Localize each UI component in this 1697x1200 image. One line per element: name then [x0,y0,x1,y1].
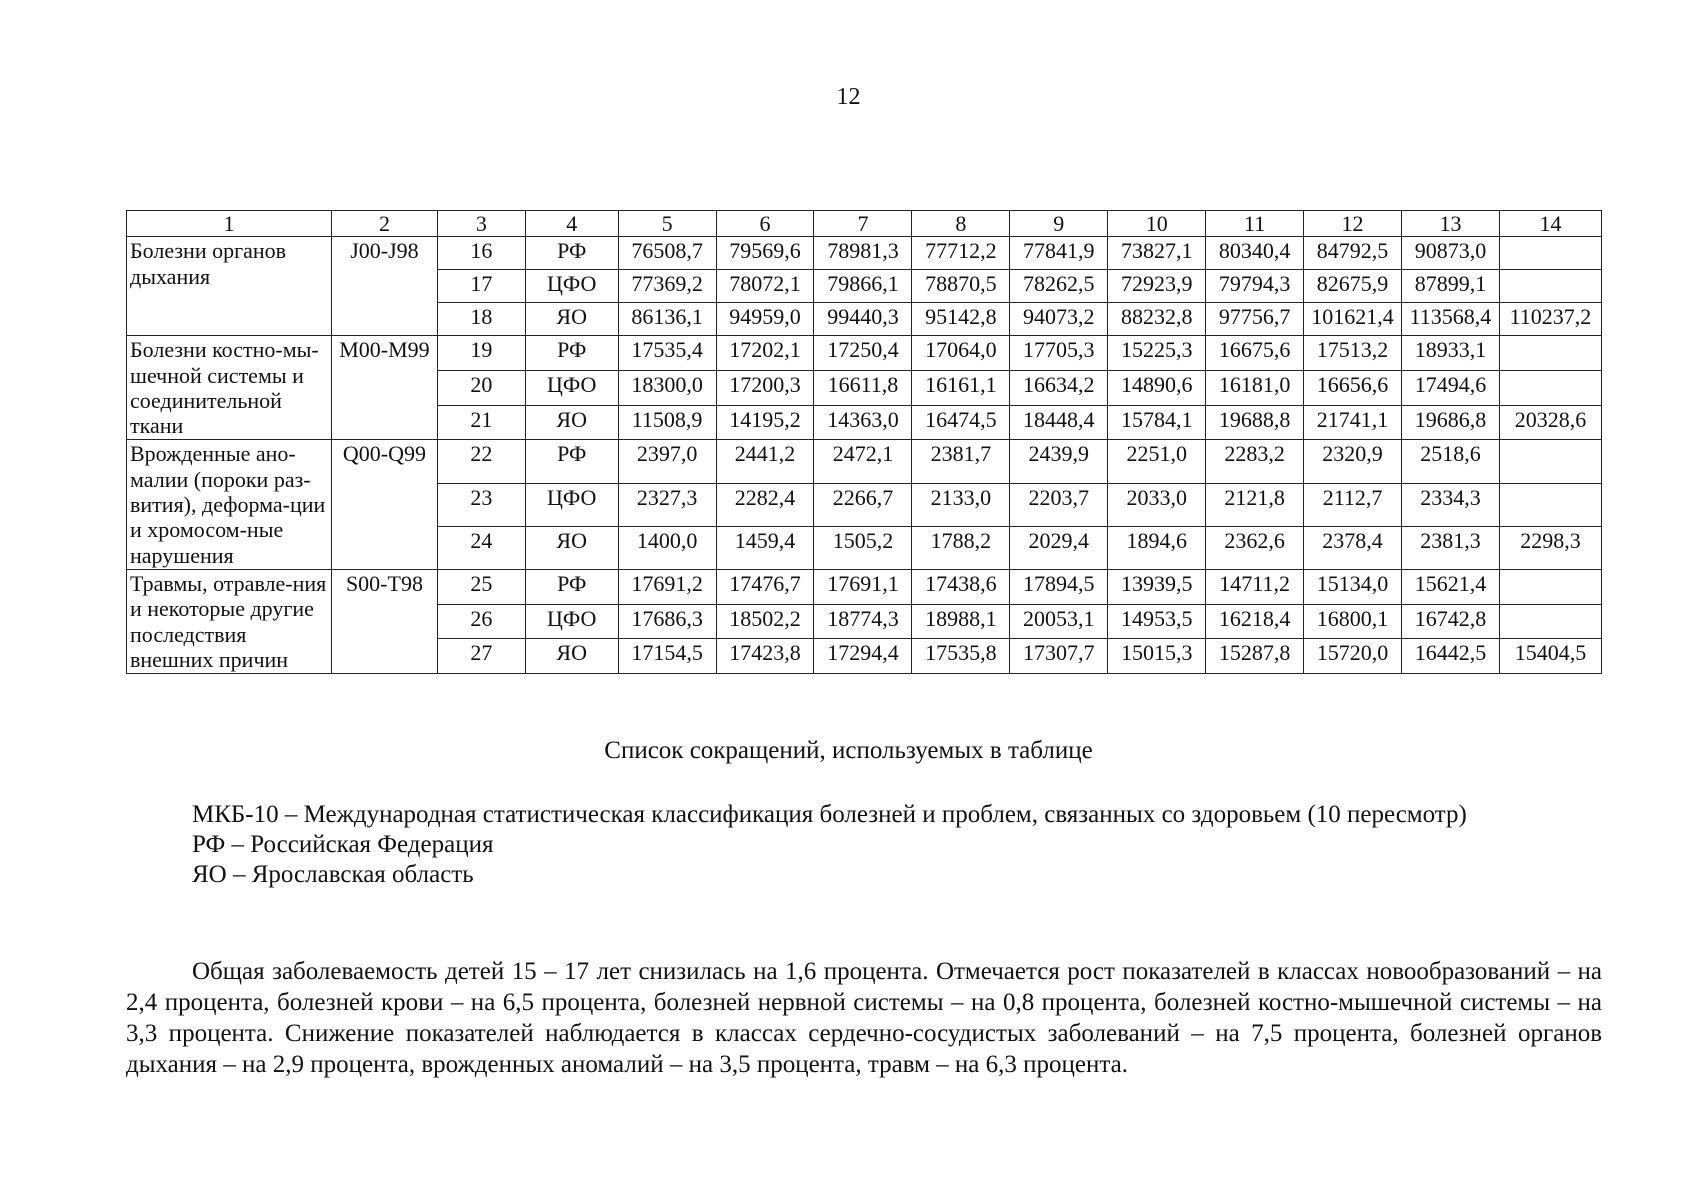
value-cell: 16611,8 [814,371,912,406]
value-cell: 16634,2 [1010,371,1108,406]
value-cell: 101621,4 [1304,303,1402,336]
row-number: 16 [437,237,525,270]
value-cell [1499,371,1601,406]
column-header: 10 [1108,211,1206,237]
value-cell: 2362,6 [1206,526,1304,569]
value-cell: 86136,1 [618,303,716,336]
row-number: 19 [437,336,525,371]
row-number: 22 [437,440,525,483]
value-cell: 16742,8 [1402,604,1500,639]
value-cell: 17064,0 [912,336,1010,371]
region: РФ [525,569,618,604]
value-cell: 19686,8 [1402,405,1500,440]
value-cell: 14363,0 [814,405,912,440]
value-cell: 14711,2 [1206,569,1304,604]
value-cell: 2381,3 [1402,526,1500,569]
table-row [127,440,1602,483]
value-cell: 78870,5 [912,270,1010,303]
disease-class-name: Болезни костно-мы-шечной системы и соединительной ткани [127,336,332,440]
page-number: 12 [836,84,861,110]
value-cell: 18502,2 [716,604,814,639]
value-cell: 11508,9 [618,405,716,440]
value-cell [1499,483,1601,526]
value-cell: 17154,5 [618,639,716,674]
row-number: 24 [437,526,525,569]
value-cell: 79866,1 [814,270,912,303]
value-cell: 94959,0 [716,303,814,336]
value-cell: 2472,1 [814,440,912,483]
region: РФ [525,336,618,371]
region: РФ [525,237,618,270]
column-header: 3 [437,211,525,237]
value-cell: 14953,5 [1108,604,1206,639]
value-cell: 16474,5 [912,405,1010,440]
value-cell [1499,336,1601,371]
value-cell: 1505,2 [814,526,912,569]
value-cell [1499,604,1601,639]
value-cell: 1459,4 [716,526,814,569]
value-cell: 16675,6 [1206,336,1304,371]
value-cell: 95142,8 [912,303,1010,336]
value-cell: 17691,1 [814,569,912,604]
value-cell: 2298,3 [1499,526,1601,569]
region: РФ [525,440,618,483]
value-cell: 2439,9 [1010,440,1108,483]
column-header: 9 [1010,211,1108,237]
value-cell: 18933,1 [1402,336,1500,371]
value-cell: 87899,1 [1402,270,1500,303]
table-row [127,569,1602,604]
value-cell: 15015,3 [1108,639,1206,674]
region: ЯО [525,303,618,336]
value-cell: 20053,1 [1010,604,1108,639]
value-cell [1499,270,1601,303]
row-number: 18 [437,303,525,336]
column-header: 12 [1304,211,1402,237]
icd-code: M00-M99 [331,336,437,440]
value-cell: 1788,2 [912,526,1010,569]
value-cell: 2518,6 [1402,440,1500,483]
value-cell: 1400,0 [618,526,716,569]
icd-code: S00-T98 [331,569,437,673]
value-cell: 13939,5 [1108,569,1206,604]
summary-paragraph: Общая заболеваемость детей 15 – 17 лет снизилась на 1,6 процента. Отмечается рост показателей в классах новообразований – на 2,4 процента, болезней крови – на 6,5 процента, болезней нервной системы – на 0,8 процента, болезней костно-мышечной системы – на 3,3 процента. Снижение показателей наблюдается в классах сердечно-сосудистых заболеваний – на 7,5 процента, болезней органов дыхания – на 2,9 процента, врожденных аномалий – на 3,5 процента, травм – на 6,3 процента. [126,958,1602,1078]
value-cell: 2282,4 [716,483,814,526]
value-cell: 2327,3 [618,483,716,526]
value-cell: 82675,9 [1304,270,1402,303]
value-cell: 78981,3 [814,237,912,270]
value-cell: 113568,4 [1402,303,1500,336]
value-cell: 16218,4 [1206,604,1304,639]
column-header: 5 [618,211,716,237]
column-header: 13 [1402,211,1500,237]
abbreviations-title: Список сокращений, используемых в таблице [604,737,1093,764]
value-cell: 17476,7 [716,569,814,604]
value-cell: 19688,8 [1206,405,1304,440]
value-cell: 20328,6 [1499,405,1601,440]
abbreviation-item: МКБ-10 – Международная статистическая классификация болезней и проблем, связанных со здоровьем (10 пересмотр) [192,801,1467,828]
value-cell: 99440,3 [814,303,912,336]
region: ЦФО [525,483,618,526]
value-cell: 15287,8 [1206,639,1304,674]
value-cell: 17294,4 [814,639,912,674]
value-cell: 16161,1 [912,371,1010,406]
value-cell: 17494,6 [1402,371,1500,406]
table-row [127,237,1602,270]
value-cell: 94073,2 [1010,303,1108,336]
value-cell: 18774,3 [814,604,912,639]
value-cell: 1894,6 [1108,526,1206,569]
table-row [127,336,1602,371]
value-cell: 17307,7 [1010,639,1108,674]
value-cell: 16442,5 [1402,639,1500,674]
value-cell: 17705,3 [1010,336,1108,371]
value-cell: 77841,9 [1010,237,1108,270]
region: ЯО [525,405,618,440]
value-cell: 17250,4 [814,336,912,371]
value-cell: 16656,6 [1304,371,1402,406]
value-cell: 2029,4 [1010,526,1108,569]
value-cell: 2320,9 [1304,440,1402,483]
column-header: 14 [1499,211,1601,237]
value-cell: 15134,0 [1304,569,1402,604]
abbreviations-list [126,800,1602,890]
value-cell: 14195,2 [716,405,814,440]
value-cell: 17894,5 [1010,569,1108,604]
region: ЦФО [525,604,618,639]
disease-class-name: Врожденные ано-малии (пороки раз-вития), деформа-ции и хромосом-ные нарушения [127,440,332,569]
value-cell: 78262,5 [1010,270,1108,303]
value-cell: 77712,2 [912,237,1010,270]
value-cell: 18988,1 [912,604,1010,639]
value-cell: 17200,3 [716,371,814,406]
value-cell: 80340,4 [1206,237,1304,270]
row-number: 25 [437,569,525,604]
column-header: 1 [127,211,332,237]
value-cell: 2381,7 [912,440,1010,483]
region: ЯО [525,639,618,674]
disease-class-name: Болезни органов дыхания [127,237,332,336]
value-cell: 16800,1 [1304,604,1402,639]
column-header: 4 [525,211,618,237]
value-cell: 84792,5 [1304,237,1402,270]
value-cell [1499,569,1601,604]
value-cell: 15404,5 [1499,639,1601,674]
disease-class-name: Травмы, отравле-ния и некоторые другие последствия внешних причин [127,569,332,673]
value-cell: 2203,7 [1010,483,1108,526]
region: ЦФО [525,270,618,303]
icd-code: J00-J98 [331,237,437,336]
column-header: 11 [1206,211,1304,237]
value-cell: 2441,2 [716,440,814,483]
value-cell: 2397,0 [618,440,716,483]
row-number: 27 [437,639,525,674]
abbreviation-item: ЯО – Ярославская область [192,861,474,888]
value-cell: 17423,8 [716,639,814,674]
value-cell: 2133,0 [912,483,1010,526]
value-cell: 90873,0 [1402,237,1500,270]
row-number: 17 [437,270,525,303]
row-number: 20 [437,371,525,406]
region: ЯО [525,526,618,569]
value-cell [1499,440,1601,483]
value-cell: 17202,1 [716,336,814,371]
value-cell: 18300,0 [618,371,716,406]
value-cell: 17535,8 [912,639,1010,674]
value-cell: 79794,3 [1206,270,1304,303]
value-cell: 18448,4 [1010,405,1108,440]
value-cell: 17691,2 [618,569,716,604]
value-cell: 97756,7 [1206,303,1304,336]
row-number: 23 [437,483,525,526]
value-cell: 76508,7 [618,237,716,270]
region: ЦФО [525,371,618,406]
row-number: 21 [437,405,525,440]
value-cell: 88232,8 [1108,303,1206,336]
value-cell: 78072,1 [716,270,814,303]
column-header: 2 [331,211,437,237]
column-header: 6 [716,211,814,237]
column-header: 7 [814,211,912,237]
value-cell: 79569,6 [716,237,814,270]
value-cell: 15784,1 [1108,405,1206,440]
value-cell: 110237,2 [1499,303,1601,336]
value-cell: 17438,6 [912,569,1010,604]
icd-code: Q00-Q99 [331,440,437,569]
row-number: 26 [437,604,525,639]
value-cell: 2112,7 [1304,483,1402,526]
value-cell: 17513,2 [1304,336,1402,371]
value-cell: 2121,8 [1206,483,1304,526]
value-cell: 14890,6 [1108,371,1206,406]
value-cell: 16181,0 [1206,371,1304,406]
value-cell: 17535,4 [618,336,716,371]
value-cell: 2378,4 [1304,526,1402,569]
abbreviation-item: РФ – Российская Федерация [192,831,494,858]
value-cell: 15720,0 [1304,639,1402,674]
value-cell: 2251,0 [1108,440,1206,483]
value-cell: 21741,1 [1304,405,1402,440]
value-cell: 15621,4 [1402,569,1500,604]
value-cell [1499,237,1601,270]
value-cell: 15225,3 [1108,336,1206,371]
value-cell: 17686,3 [618,604,716,639]
value-cell: 77369,2 [618,270,716,303]
morbidity-table [126,210,1602,674]
column-header: 8 [912,211,1010,237]
value-cell: 72923,9 [1108,270,1206,303]
value-cell: 2283,2 [1206,440,1304,483]
value-cell: 2266,7 [814,483,912,526]
value-cell: 2033,0 [1108,483,1206,526]
value-cell: 2334,3 [1402,483,1500,526]
table-header-row [127,211,1602,237]
value-cell: 73827,1 [1108,237,1206,270]
